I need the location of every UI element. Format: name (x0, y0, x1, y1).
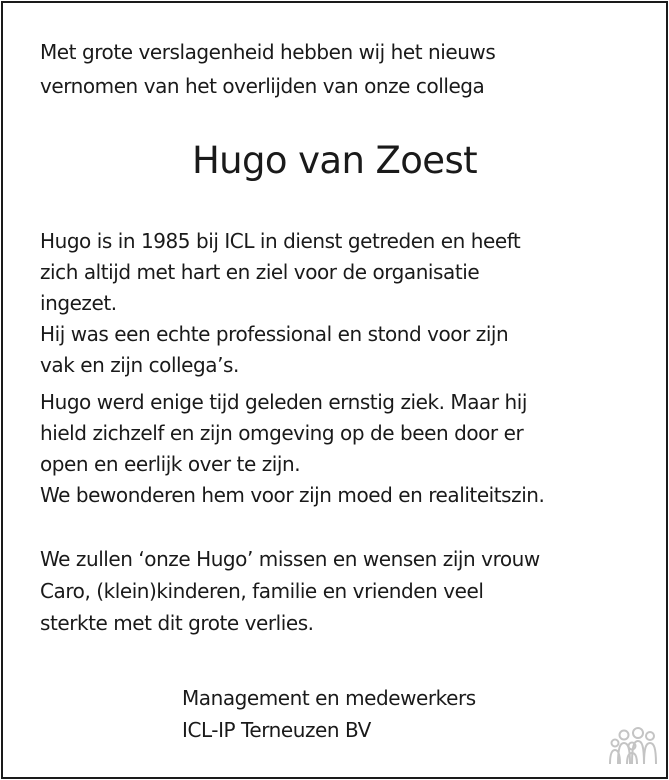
deceased-name: Hugo van Zoest (191, 139, 478, 182)
intro-line: vernomen van het overlijden van onze collega (40, 74, 485, 98)
body-line: Hij was een echte professional en stond voor zijn (40, 322, 509, 346)
body-line: open en eerlijk over te zijn. (40, 452, 301, 476)
body-line: We bewonderen hem voor zijn moed en realiteitszin. (40, 483, 545, 507)
body-line: Hugo werd enige tijd geleden ernstig ziek. Maar hij (40, 390, 527, 414)
people-group-icon (608, 726, 658, 766)
body-line: hield zichzelf en zijn omgeving op de been door er (40, 421, 524, 445)
signature-line: Management en medewerkers (182, 686, 476, 710)
closing-line: Caro, (klein)kinderen, familie en vrienden veel (40, 579, 484, 603)
body-line: zich altijd met hart en ziel voor de organisatie (40, 260, 480, 284)
intro-line: Met grote verslagenheid hebben wij het nieuws (40, 40, 496, 64)
body-line: Hugo is in 1985 bij ICL in dienst getreden en heeft (40, 229, 521, 253)
closing-line: We zullen ‘onze Hugo’ missen en wensen zijn vrouw (40, 547, 540, 571)
body-line: ingezet. (40, 291, 117, 315)
body-line: vak en zijn collega’s. (40, 353, 239, 377)
signature-line: ICL-IP Terneuzen BV (182, 718, 371, 742)
closing-line: sterkte met dit grote verlies. (40, 611, 314, 635)
